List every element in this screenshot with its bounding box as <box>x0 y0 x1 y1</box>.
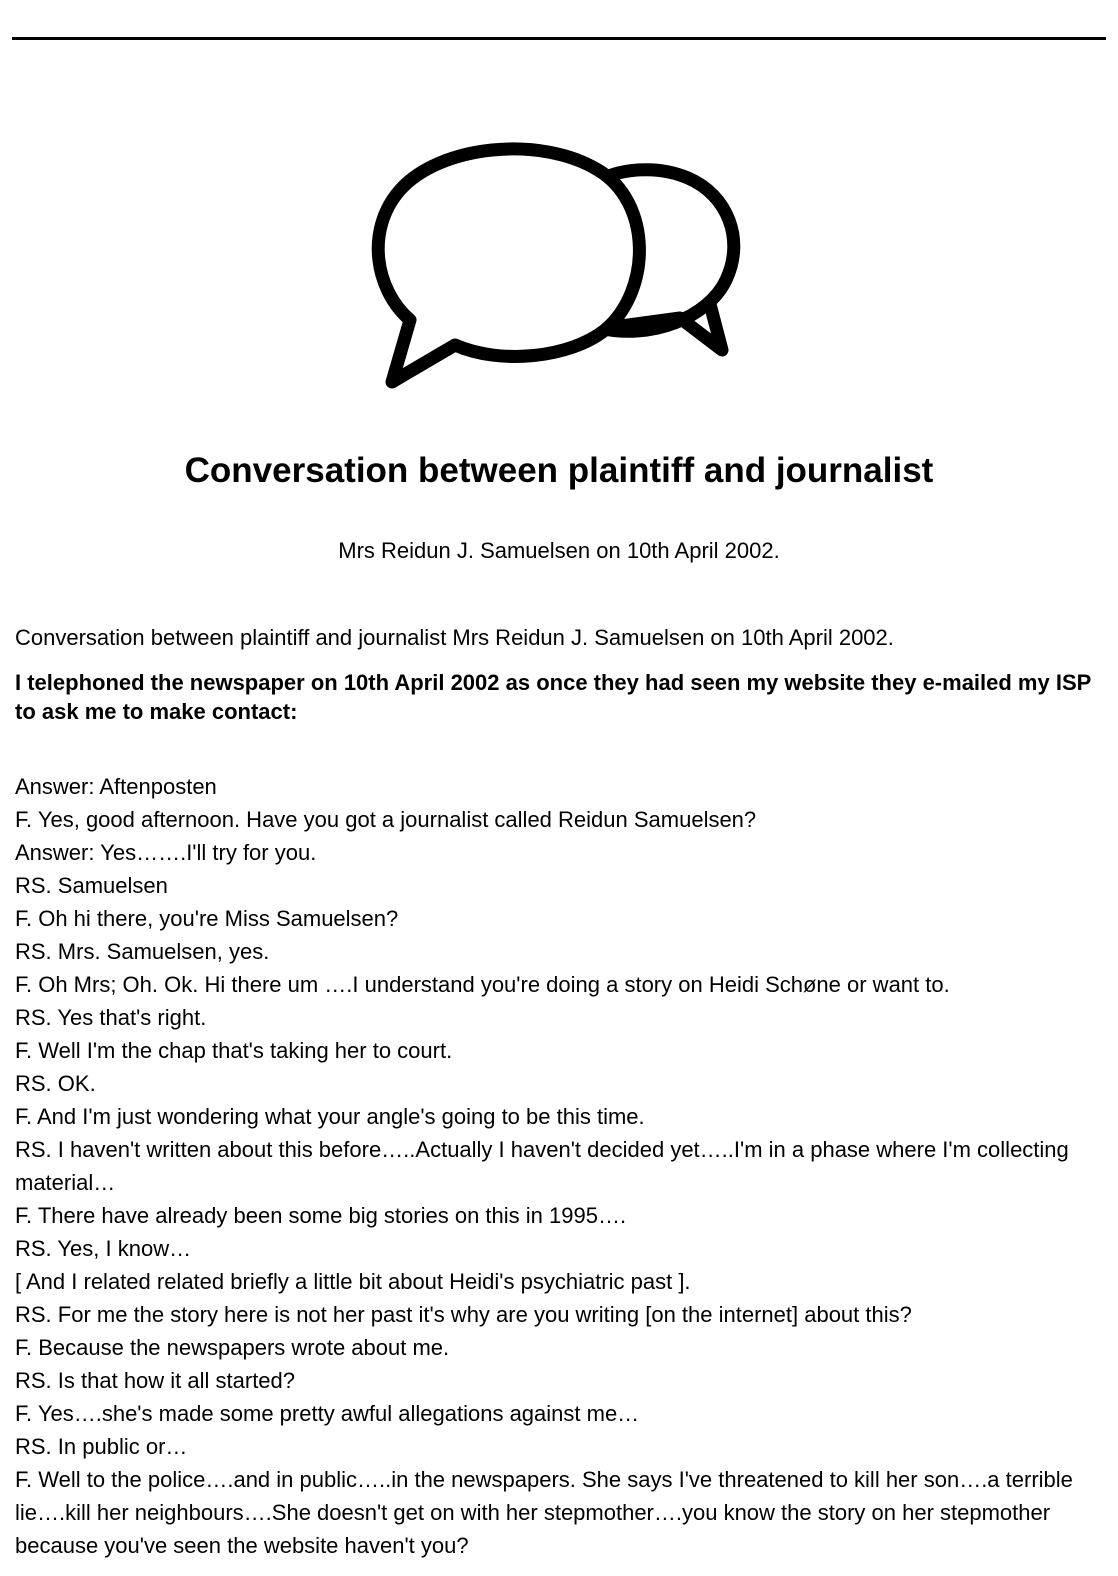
dialogue-line: F. Well I'm the chap that's taking her to court. <box>15 1038 453 1063</box>
dialogue-line: [ And I related related briefly a little bit about Heidi's psychiatric past ]. <box>15 1269 691 1294</box>
dialogue-line: F. Because the newspapers wrote about me. <box>15 1335 450 1360</box>
dialogue-line: F. And I'm just wondering what your angle's going to be this time. <box>15 1104 645 1129</box>
dialogue-line: F. Well to the police….and in public…..in the newspapers. She says I've threatened to kill her son….a terrible lie….kill her neighbours….She doesn't get on with her stepmother….you know the story on her stepmother because you've seen the website haven't you? <box>15 1467 1073 1558</box>
speech-bubbles-icon <box>370 140 750 395</box>
dialogue-line: RS. Mrs. Samuelsen, yes. <box>15 939 270 964</box>
dialogue-line: RS. Yes, I know… <box>15 1236 192 1261</box>
front-bubble-icon <box>378 149 639 382</box>
dialogue-line: RS. I haven't written about this before…..Actually I haven't decided yet…..I'm in a phase where I'm collecting material… <box>15 1137 1069 1195</box>
dialogue-line: F. Oh Mrs; Oh. Ok. Hi there um ….I understand you're doing a story on Heidi Schøne or want to. <box>15 972 950 997</box>
dialogue-line: RS. Samuelsen <box>15 873 168 898</box>
document-title: Conversation between plaintiff and journalist <box>184 451 934 490</box>
dialogue-line: RS. OK. <box>15 1071 96 1096</box>
document-subtitle: Mrs Reidun J. Samuelsen on 10th April 2002. <box>338 538 780 563</box>
dialogue-line: F. Yes….she's made some pretty awful allegations against me… <box>15 1401 640 1426</box>
dialogue-transcript <box>15 770 1105 1562</box>
dialogue-line: F. There have already been some big stories on this in 1995…. <box>15 1203 627 1228</box>
dialogue-line: RS. In public or… <box>15 1434 188 1459</box>
dialogue-line: F. Oh hi there, you're Miss Samuelsen? <box>15 906 399 931</box>
dialogue-line: Answer: Aftenposten <box>15 774 217 799</box>
intro-line: Conversation between plaintiff and journalist Mrs Reidun J. Samuelsen on 10th April 2002. <box>15 625 894 650</box>
top-divider <box>12 37 1106 40</box>
dialogue-line: RS. Yes that's right. <box>15 1005 207 1030</box>
dialogue-line: RS. Is that how it all started? <box>15 1368 296 1393</box>
dialogue-line: Answer: Yes…….I'll try for you. <box>15 840 317 865</box>
dialogue-line: F. Yes, good afternoon. Have you got a journalist called Reidun Samuelsen? <box>15 807 757 832</box>
intro-bold-statement: I telephoned the newspaper on 10th April 2002 as once they had seen my website they e-mailed my ISP to ask me to make contact: <box>15 670 1091 724</box>
dialogue-line: RS. For me the story here is not her past it's why are you writing [on the internet] about this? <box>15 1302 912 1327</box>
